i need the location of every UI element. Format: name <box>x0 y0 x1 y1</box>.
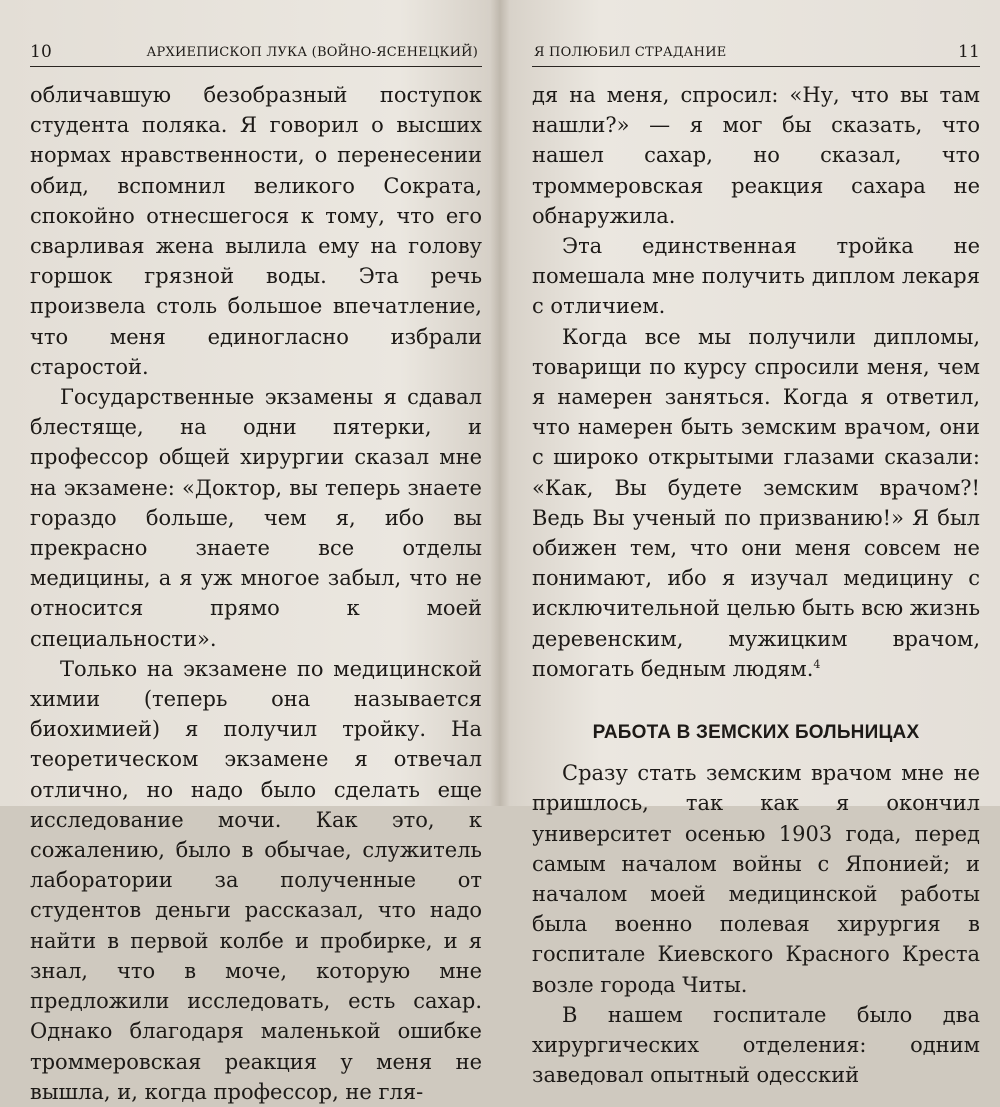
page-number: 10 <box>30 42 53 62</box>
left-page-header <box>30 40 482 67</box>
paragraph: обличавшую безобразный поступок студента поляка. Я говорил о высших нормах нравственности, о перенесении обид, вспомнил великого Сократа, спокойно отнесшегося к тому, что его сварливая жена вылила ему на голову горшок грязной воды. Эта речь произвела столь большое впечатление, что меня единогласно избрали старостой. <box>30 83 482 379</box>
paragraph <box>532 322 980 684</box>
running-head: Я ПОЛЮБИЛ СТРАДАНИЕ <box>534 45 727 60</box>
page-number: 11 <box>957 42 980 62</box>
section-title: РАБОТА В ЗЕМСКИХ БОЛЬНИЦАХ <box>592 722 920 744</box>
right-page-body <box>532 80 980 1091</box>
paragraph-text: Когда все мы получили дипломы, товарищи по курсу спросили меня, чем я намерен заняться. Когда я ответил, что намерен быть земским врачом, они с широко открытыми глазами сказали: «Как, Вы будете земским врачом?! Ведь Вы ученый по призванию!» Я был обижен тем, что они меня совсем не понимают, ибо я изучал медицину с исключительной целью быть всю жизнь деревенским, мужицким врачом, помогать бедным людям. <box>532 324 981 681</box>
left-page-body <box>30 80 482 1107</box>
paragraph: Государственные экзамены я сдавал блестяще, на одни пятерки, и профессор общей хирургии сказал мне на экзамене: «Доктор, вы теперь знаете гораздо больше, чем я, ибо вы прекрасно знаете все отделы медицины, а я уж многое забыл, что не относится прямо к моей специальности». <box>30 385 482 651</box>
right-page <box>502 0 1000 1088</box>
paragraph: Сразу стать земским врачом мне не пришлось, так как я окончил университет осенью 1903 года, перед самым началом войны с Японией; и началом моей медицинской работы была военно полевая хирургия в госпитале Киевского Красного Креста возле города Читы. <box>532 761 980 997</box>
left-page <box>0 0 498 1104</box>
right-page-header <box>532 40 980 67</box>
paragraph: дя на меня, спросил: «Ну, что вы там нашли?» — я мог бы сказать, что нашел сахар, но сказал, что троммеровская реакция сахара не обнаружила. <box>532 83 980 228</box>
paragraph: Эта единственная тройка не помешала мне получить диплом лекаря с отличием. <box>532 234 980 319</box>
paragraph: В нашем госпитале было два хирургических отделения: одним заведовал опытный одесский <box>532 1002 980 1088</box>
paragraph: Только на экзамене по медицинской химии (теперь она называется биохимией) я получил тройку. На теоретическом экзамене я отвечал отлично, но надо было сделать еще исследование мочи. Как это, к сожалению, было в обычае, служитель лаборатории за полученные от студентов деньги рассказал, что надо найти в первой колбе и пробирке, и я знал, что в моче, которую мне предложили исследовать, есть сахар. Однако благодаря маленькой ошибке троммеровская реакция у меня не вышла, и, когда профессор, не гля- <box>30 656 482 1104</box>
footnote-marker: 4 <box>813 657 821 671</box>
running-head: АРХИЕПИСКОП ЛУКА (ВОЙНО-ЯСЕНЕЦКИЙ) <box>146 45 478 60</box>
